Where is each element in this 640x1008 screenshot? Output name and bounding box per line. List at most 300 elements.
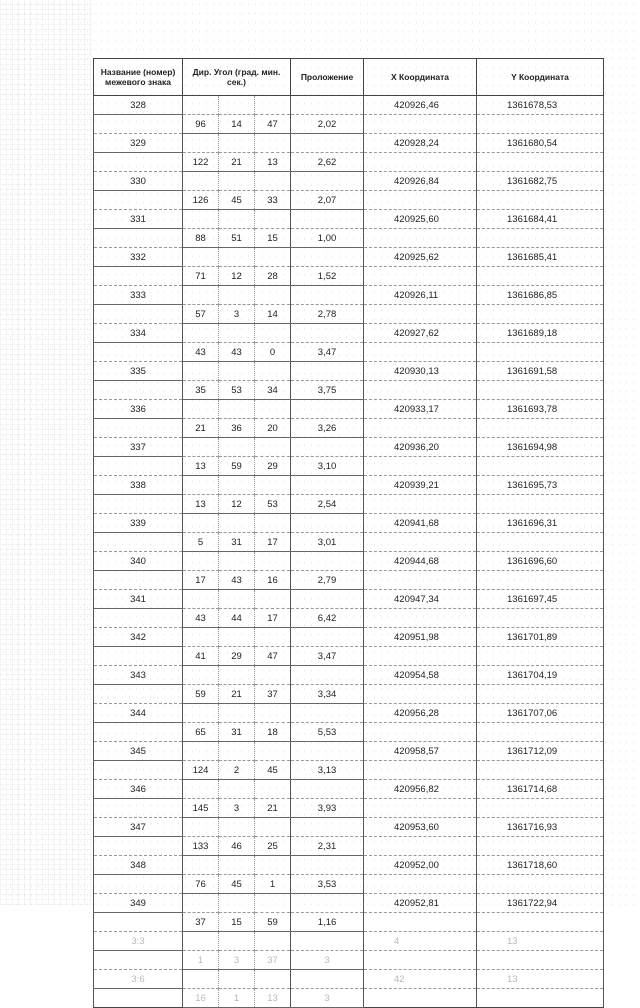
y-coordinate: 1361689,18 — [477, 324, 604, 343]
empty-cell — [291, 210, 364, 229]
empty-cell — [255, 438, 291, 457]
empty-cell — [219, 210, 255, 229]
marker-name: 340 — [94, 552, 183, 571]
point-row — [94, 134, 604, 153]
table-header-row — [94, 59, 604, 96]
angle-degrees: 13 — [183, 457, 219, 476]
empty-cell — [255, 704, 291, 723]
empty-cell — [255, 400, 291, 419]
angle-seconds: 17 — [255, 533, 291, 552]
empty-cell — [291, 438, 364, 457]
point-row — [94, 400, 604, 419]
y-coordinate: 1361693,78 — [477, 400, 604, 419]
angle-seconds: 33 — [255, 191, 291, 210]
y-coordinate: 1361701,89 — [477, 628, 604, 647]
point-row — [94, 780, 604, 799]
empty-cell — [219, 666, 255, 685]
empty-cell — [255, 780, 291, 799]
empty-cell — [477, 533, 604, 552]
x-coordinate: 420936,20 — [364, 438, 477, 457]
angle-seconds: 53 — [255, 495, 291, 514]
empty-cell — [291, 96, 364, 115]
segment-row — [94, 609, 604, 628]
point-row — [94, 628, 604, 647]
marker-name: 335 — [94, 362, 183, 381]
empty-cell — [291, 362, 364, 381]
x-coordinate: 420947,34 — [364, 590, 477, 609]
segment-length: 6,42 — [291, 609, 364, 628]
angle-degrees: 21 — [183, 419, 219, 438]
y-coordinate: 1361682,75 — [477, 172, 604, 191]
empty-cell — [255, 666, 291, 685]
angle-degrees: 96 — [183, 115, 219, 134]
x-coordinate: 420956,28 — [364, 704, 477, 723]
segment-row — [94, 495, 604, 514]
y-coordinate: 1361694,98 — [477, 438, 604, 457]
empty-cell — [183, 590, 219, 609]
angle-minutes: 14 — [219, 115, 255, 134]
empty-cell — [255, 628, 291, 647]
empty-cell — [255, 172, 291, 191]
marker-name: 339 — [94, 514, 183, 533]
empty-cell — [364, 571, 477, 590]
point-row — [94, 894, 604, 913]
empty-cell — [94, 153, 183, 172]
point-row — [94, 210, 604, 229]
empty-cell — [477, 419, 604, 438]
empty-cell — [291, 742, 364, 761]
segment-row — [94, 837, 604, 856]
segment-length: 3,01 — [291, 533, 364, 552]
empty-cell — [94, 951, 183, 970]
empty-cell — [477, 229, 604, 248]
angle-degrees: 5 — [183, 533, 219, 552]
angle-degrees: 76 — [183, 875, 219, 894]
angle-minutes: 31 — [219, 723, 255, 742]
angle-minutes: 31 — [219, 533, 255, 552]
marker-name: 344 — [94, 704, 183, 723]
empty-cell — [364, 951, 477, 970]
angle-degrees: 71 — [183, 267, 219, 286]
point-row — [94, 362, 604, 381]
angle-seconds: 14 — [255, 305, 291, 324]
empty-cell — [183, 666, 219, 685]
empty-cell — [219, 818, 255, 837]
point-row — [94, 818, 604, 837]
empty-cell — [219, 172, 255, 191]
angle-minutes: 36 — [219, 419, 255, 438]
angle-seconds: 13 — [255, 153, 291, 172]
angle-minutes: 3 — [219, 799, 255, 818]
x-coordinate: 4 — [364, 932, 477, 951]
y-coordinate: 1361697,45 — [477, 590, 604, 609]
empty-cell — [219, 704, 255, 723]
y-coordinate: 1361684,41 — [477, 210, 604, 229]
empty-cell — [183, 894, 219, 913]
segment-length: 2,62 — [291, 153, 364, 172]
empty-cell — [219, 894, 255, 913]
x-coordinate: 420952,81 — [364, 894, 477, 913]
x-coordinate: 420926,84 — [364, 172, 477, 191]
empty-cell — [219, 780, 255, 799]
angle-seconds: 47 — [255, 647, 291, 666]
scan-noise-left-margin — [0, 0, 92, 905]
empty-cell — [94, 267, 183, 286]
y-coordinate: 1361696,60 — [477, 552, 604, 571]
empty-cell — [291, 514, 364, 533]
angle-degrees: 57 — [183, 305, 219, 324]
segment-length: 3 — [291, 989, 364, 1008]
angle-seconds: 47 — [255, 115, 291, 134]
segment-row — [94, 685, 604, 704]
empty-cell — [219, 514, 255, 533]
point-row — [94, 552, 604, 571]
empty-cell — [219, 476, 255, 495]
header-y-coordinate: Y Координата — [477, 59, 604, 96]
x-coordinate: 420954,58 — [364, 666, 477, 685]
empty-cell — [183, 362, 219, 381]
point-row — [94, 704, 604, 723]
faint-segment-row — [94, 989, 604, 1008]
x-coordinate: 420958,57 — [364, 742, 477, 761]
empty-cell — [291, 970, 364, 989]
y-coordinate: 1361718,60 — [477, 856, 604, 875]
angle-degrees: 88 — [183, 229, 219, 248]
empty-cell — [94, 305, 183, 324]
empty-cell — [183, 704, 219, 723]
header-marker-name: Название (номер) межевого знака — [94, 59, 183, 96]
marker-name: 345 — [94, 742, 183, 761]
segment-length: 2,07 — [291, 191, 364, 210]
segment-row — [94, 343, 604, 362]
empty-cell — [291, 818, 364, 837]
empty-cell — [183, 970, 219, 989]
empty-cell — [477, 723, 604, 742]
empty-cell — [219, 742, 255, 761]
angle-seconds: 15 — [255, 229, 291, 248]
empty-cell — [183, 742, 219, 761]
marker-name: 349 — [94, 894, 183, 913]
empty-cell — [94, 837, 183, 856]
header-x-coordinate: X Координата — [364, 59, 477, 96]
x-coordinate: 420926,46 — [364, 96, 477, 115]
x-coordinate: 420930,13 — [364, 362, 477, 381]
y-coordinate: 1361691,58 — [477, 362, 604, 381]
point-row — [94, 476, 604, 495]
marker-name: 330 — [94, 172, 183, 191]
empty-cell — [291, 932, 364, 951]
angle-minutes: 3 — [219, 951, 255, 970]
marker-name: 342 — [94, 628, 183, 647]
empty-cell — [219, 970, 255, 989]
segment-row — [94, 381, 604, 400]
empty-cell — [94, 533, 183, 552]
segment-length: 3,34 — [291, 685, 364, 704]
angle-minutes: 44 — [219, 609, 255, 628]
point-row — [94, 286, 604, 305]
segment-length: 3,75 — [291, 381, 364, 400]
empty-cell — [183, 476, 219, 495]
angle-degrees: 17 — [183, 571, 219, 590]
point-row — [94, 666, 604, 685]
point-row — [94, 248, 604, 267]
boundary-coordinates-sheet — [93, 58, 603, 1008]
point-row — [94, 438, 604, 457]
angle-degrees: 35 — [183, 381, 219, 400]
empty-cell — [255, 856, 291, 875]
table-body — [94, 96, 604, 1008]
point-row — [94, 514, 604, 533]
x-coordinate: 42 — [364, 970, 477, 989]
x-coordinate: 420933,17 — [364, 400, 477, 419]
empty-cell — [255, 134, 291, 153]
empty-cell — [291, 894, 364, 913]
y-coordinate: 1361716,93 — [477, 818, 604, 837]
faint-point-row — [94, 932, 604, 951]
empty-cell — [219, 324, 255, 343]
empty-cell — [183, 400, 219, 419]
angle-seconds: 34 — [255, 381, 291, 400]
empty-cell — [364, 913, 477, 932]
angle-seconds: 37 — [255, 685, 291, 704]
faint-point-row — [94, 970, 604, 989]
segment-length: 2,54 — [291, 495, 364, 514]
angle-seconds: 20 — [255, 419, 291, 438]
empty-cell — [219, 96, 255, 115]
empty-cell — [255, 96, 291, 115]
point-row — [94, 590, 604, 609]
segment-length: 2,02 — [291, 115, 364, 134]
angle-degrees: 65 — [183, 723, 219, 742]
x-coordinate: 420925,60 — [364, 210, 477, 229]
empty-cell — [183, 286, 219, 305]
angle-degrees: 13 — [183, 495, 219, 514]
empty-cell — [94, 989, 183, 1008]
segment-row — [94, 799, 604, 818]
empty-cell — [364, 229, 477, 248]
empty-cell — [364, 647, 477, 666]
marker-name: 338 — [94, 476, 183, 495]
empty-cell — [94, 913, 183, 932]
empty-cell — [255, 248, 291, 267]
segment-length: 1,52 — [291, 267, 364, 286]
empty-cell — [94, 723, 183, 742]
marker-name: 328 — [94, 96, 183, 115]
angle-degrees: 124 — [183, 761, 219, 780]
y-coordinate: 1361685,41 — [477, 248, 604, 267]
empty-cell — [219, 628, 255, 647]
empty-cell — [94, 761, 183, 780]
empty-cell — [255, 894, 291, 913]
empty-cell — [94, 495, 183, 514]
empty-cell — [183, 438, 219, 457]
empty-cell — [364, 761, 477, 780]
empty-cell — [183, 552, 219, 571]
empty-cell — [255, 514, 291, 533]
empty-cell — [364, 685, 477, 704]
header-length: Проложение — [291, 59, 364, 96]
segment-length: 3,10 — [291, 457, 364, 476]
point-row — [94, 96, 604, 115]
empty-cell — [291, 476, 364, 495]
empty-cell — [219, 932, 255, 951]
segment-row — [94, 229, 604, 248]
y-coordinate: 13 — [477, 932, 604, 951]
empty-cell — [364, 609, 477, 628]
point-row — [94, 172, 604, 191]
empty-cell — [255, 590, 291, 609]
marker-name: 331 — [94, 210, 183, 229]
empty-cell — [219, 400, 255, 419]
empty-cell — [477, 153, 604, 172]
empty-cell — [183, 324, 219, 343]
empty-cell — [183, 96, 219, 115]
angle-degrees: 126 — [183, 191, 219, 210]
empty-cell — [291, 704, 364, 723]
empty-cell — [255, 552, 291, 571]
segment-row — [94, 647, 604, 666]
marker-name: 332 — [94, 248, 183, 267]
angle-minutes: 43 — [219, 571, 255, 590]
segment-length: 3 — [291, 951, 364, 970]
x-coordinate: 420944,68 — [364, 552, 477, 571]
segment-row — [94, 419, 604, 438]
angle-minutes: 53 — [219, 381, 255, 400]
empty-cell — [183, 172, 219, 191]
segment-row — [94, 115, 604, 134]
faint-segment-row — [94, 951, 604, 970]
y-coordinate: 1361686,85 — [477, 286, 604, 305]
angle-seconds: 18 — [255, 723, 291, 742]
segment-row — [94, 191, 604, 210]
point-row — [94, 856, 604, 875]
empty-cell — [291, 666, 364, 685]
empty-cell — [94, 191, 183, 210]
angle-seconds: 13 — [255, 989, 291, 1008]
segment-row — [94, 267, 604, 286]
segment-length: 1,00 — [291, 229, 364, 248]
empty-cell — [291, 134, 364, 153]
angle-minutes: 29 — [219, 647, 255, 666]
angle-minutes: 21 — [219, 153, 255, 172]
angle-degrees: 145 — [183, 799, 219, 818]
angle-minutes: 1 — [219, 989, 255, 1008]
x-coordinate: 420951,98 — [364, 628, 477, 647]
empty-cell — [94, 609, 183, 628]
empty-cell — [477, 343, 604, 362]
segment-length: 3,13 — [291, 761, 364, 780]
empty-cell — [477, 571, 604, 590]
angle-minutes: 15 — [219, 913, 255, 932]
segment-length: 5,53 — [291, 723, 364, 742]
angle-seconds: 0 — [255, 343, 291, 362]
empty-cell — [477, 989, 604, 1008]
empty-cell — [364, 989, 477, 1008]
empty-cell — [255, 818, 291, 837]
y-coordinate: 1361680,54 — [477, 134, 604, 153]
empty-cell — [94, 381, 183, 400]
empty-cell — [183, 514, 219, 533]
empty-cell — [291, 400, 364, 419]
empty-cell — [183, 932, 219, 951]
empty-cell — [255, 324, 291, 343]
empty-cell — [255, 742, 291, 761]
angle-minutes: 43 — [219, 343, 255, 362]
y-coordinate: 13 — [477, 970, 604, 989]
marker-name: 334 — [94, 324, 183, 343]
angle-seconds: 17 — [255, 609, 291, 628]
empty-cell — [183, 856, 219, 875]
angle-degrees: 133 — [183, 837, 219, 856]
empty-cell — [364, 723, 477, 742]
empty-cell — [255, 210, 291, 229]
segment-row — [94, 875, 604, 894]
empty-cell — [477, 799, 604, 818]
empty-cell — [477, 761, 604, 780]
empty-cell — [364, 419, 477, 438]
segment-row — [94, 761, 604, 780]
segment-row — [94, 457, 604, 476]
coordinates-table — [93, 58, 604, 1008]
marker-name: 3:3 — [94, 932, 183, 951]
empty-cell — [291, 856, 364, 875]
segment-length: 1,16 — [291, 913, 364, 932]
angle-minutes: 59 — [219, 457, 255, 476]
segment-row — [94, 533, 604, 552]
angle-seconds: 37 — [255, 951, 291, 970]
empty-cell — [364, 533, 477, 552]
empty-cell — [291, 248, 364, 267]
empty-cell — [477, 305, 604, 324]
empty-cell — [477, 685, 604, 704]
empty-cell — [364, 381, 477, 400]
empty-cell — [219, 552, 255, 571]
segment-length: 3,93 — [291, 799, 364, 818]
y-coordinate: 1361722,94 — [477, 894, 604, 913]
angle-seconds: 59 — [255, 913, 291, 932]
segment-length: 3,47 — [291, 343, 364, 362]
empty-cell — [94, 685, 183, 704]
empty-cell — [219, 362, 255, 381]
x-coordinate: 420952,00 — [364, 856, 477, 875]
y-coordinate: 1361712,09 — [477, 742, 604, 761]
empty-cell — [94, 875, 183, 894]
angle-minutes: 3 — [219, 305, 255, 324]
empty-cell — [364, 799, 477, 818]
segment-row — [94, 723, 604, 742]
empty-cell — [255, 932, 291, 951]
empty-cell — [291, 286, 364, 305]
angle-minutes: 51 — [219, 229, 255, 248]
x-coordinate: 420926,11 — [364, 286, 477, 305]
angle-minutes: 21 — [219, 685, 255, 704]
angle-degrees: 37 — [183, 913, 219, 932]
empty-cell — [219, 248, 255, 267]
empty-cell — [477, 837, 604, 856]
segment-length: 2,78 — [291, 305, 364, 324]
angle-seconds: 1 — [255, 875, 291, 894]
empty-cell — [219, 438, 255, 457]
empty-cell — [183, 134, 219, 153]
empty-cell — [94, 647, 183, 666]
empty-cell — [477, 609, 604, 628]
y-coordinate: 1361678,53 — [477, 96, 604, 115]
x-coordinate: 420941,68 — [364, 514, 477, 533]
segment-length: 2,31 — [291, 837, 364, 856]
empty-cell — [94, 571, 183, 590]
marker-name: 343 — [94, 666, 183, 685]
marker-name: 336 — [94, 400, 183, 419]
